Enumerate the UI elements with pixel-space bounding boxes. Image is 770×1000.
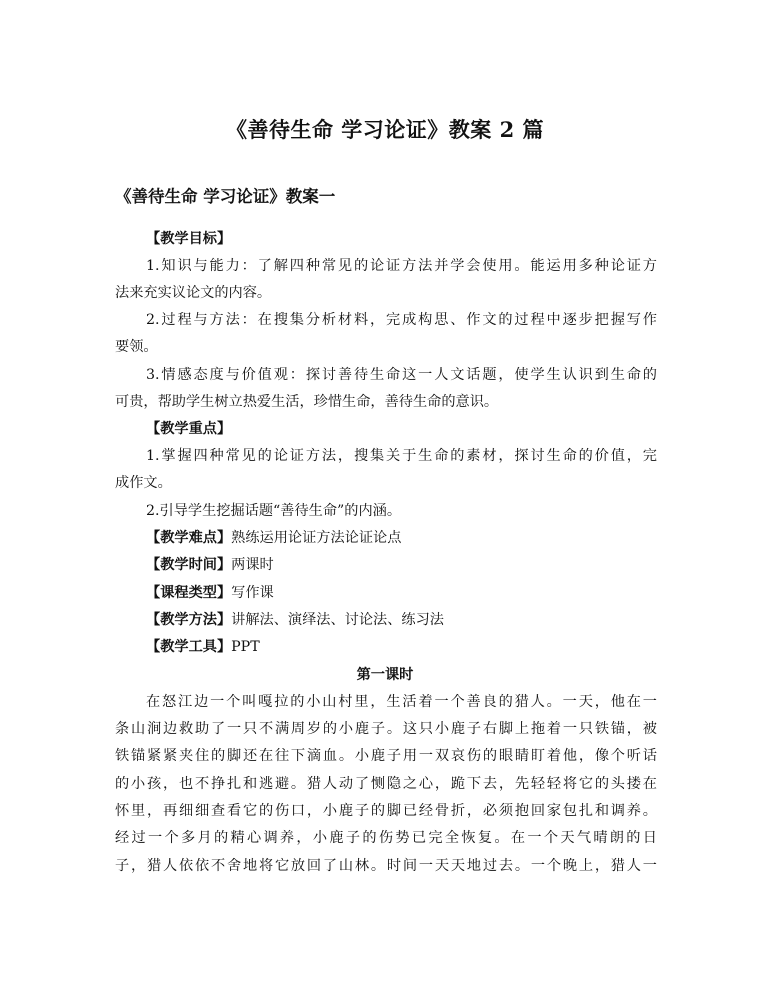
goal-3-line-2: 可贵，帮助学生树立热爱生活，珍惜生命，善待生命的意识。 (115, 394, 499, 410)
section-title: 《善待生命 学习论证》教案一 (115, 187, 336, 206)
goal-1-line-2: 法来充实议论文的内容。 (115, 285, 272, 301)
goal-1-line-1: 1.知识与能力：了解四种常见的论证方法并学会使用。能运用多种论证方 (146, 258, 657, 274)
keypoint-2: 2.引导学生挖掘话题“善待生命”的内涵。 (146, 503, 402, 519)
type-row (146, 583, 657, 603)
goal-2-line-2: 要领。 (115, 339, 158, 355)
goal-3-line-1: 3.情感态度与价值观：探讨善待生命这一人文话题，使学生认识到生命的 (146, 367, 657, 383)
tools-label: 【教学工具】 (146, 639, 232, 655)
tools-value: PPT (231, 639, 260, 655)
method-label: 【教学方法】 (146, 612, 232, 628)
difficulty-label: 【教学难点】 (146, 530, 232, 546)
story-line-4: 的小孩，也不挣扎和逃避。猎人动了恻隐之心，跪下去，先轻轻将它的头搂在 (115, 776, 657, 792)
tools-row (146, 637, 657, 657)
time-label: 【教学时间】 (146, 557, 232, 573)
goals-heading: 【教学目标】 (146, 231, 232, 247)
type-value: 写作课 (231, 585, 274, 601)
keypoint-1-line-1: 1.掌握四种常见的论证方法，搜集关于生命的素材，探讨生命的价值，完 (146, 448, 657, 464)
story-line-3: 铁锚紧紧夹住的脚还在往下滴血。小鹿子用一双哀伤的眼睛盯着他，像个听话 (115, 748, 657, 764)
story-line-1: 在怒江边一个叫嘎拉的小山村里，生活着一个善良的猎人。一天，他在一 (146, 694, 657, 710)
document-title: 《善待生命 学习论证》教案 2 篇 (225, 117, 545, 142)
story-line-7: 子，猎人依依不舍地将它放回了山林。时间一天天地过去。一个晚上，猎人一 (115, 858, 657, 874)
difficulty-value: 熟练运用论证方法论证论点 (231, 530, 402, 546)
type-label: 【课程类型】 (146, 585, 232, 601)
keypoint-1-line-2: 成作文。 (115, 475, 172, 491)
goal-2-line-1: 2.过程与方法：在搜集分析材料，完成构思、作文的过程中逐步把握写作 (146, 312, 657, 328)
method-row (146, 610, 657, 630)
story-line-5: 怀里，再细细查看它的伤口，小鹿子的脚已经骨折，必须抱回家包扎和调养。 (115, 803, 657, 819)
story-line-6: 经过一个多月的精心调养，小鹿子的伤势已完全恢复。在一个天气晴朗的日 (115, 830, 657, 846)
time-row (146, 555, 657, 575)
lesson-1-heading: 第一课时 (356, 667, 414, 683)
time-value: 两课时 (231, 557, 274, 573)
story-line-2: 条山涧边救助了一只不满周岁的小鹿子。这只小鹿子右脚上拖着一只铁锚，被 (115, 721, 657, 737)
difficulty-row (146, 528, 657, 548)
method-value: 讲解法、演绎法、讨论法、练习法 (231, 612, 444, 628)
keypoints-heading: 【教学重点】 (146, 421, 232, 437)
